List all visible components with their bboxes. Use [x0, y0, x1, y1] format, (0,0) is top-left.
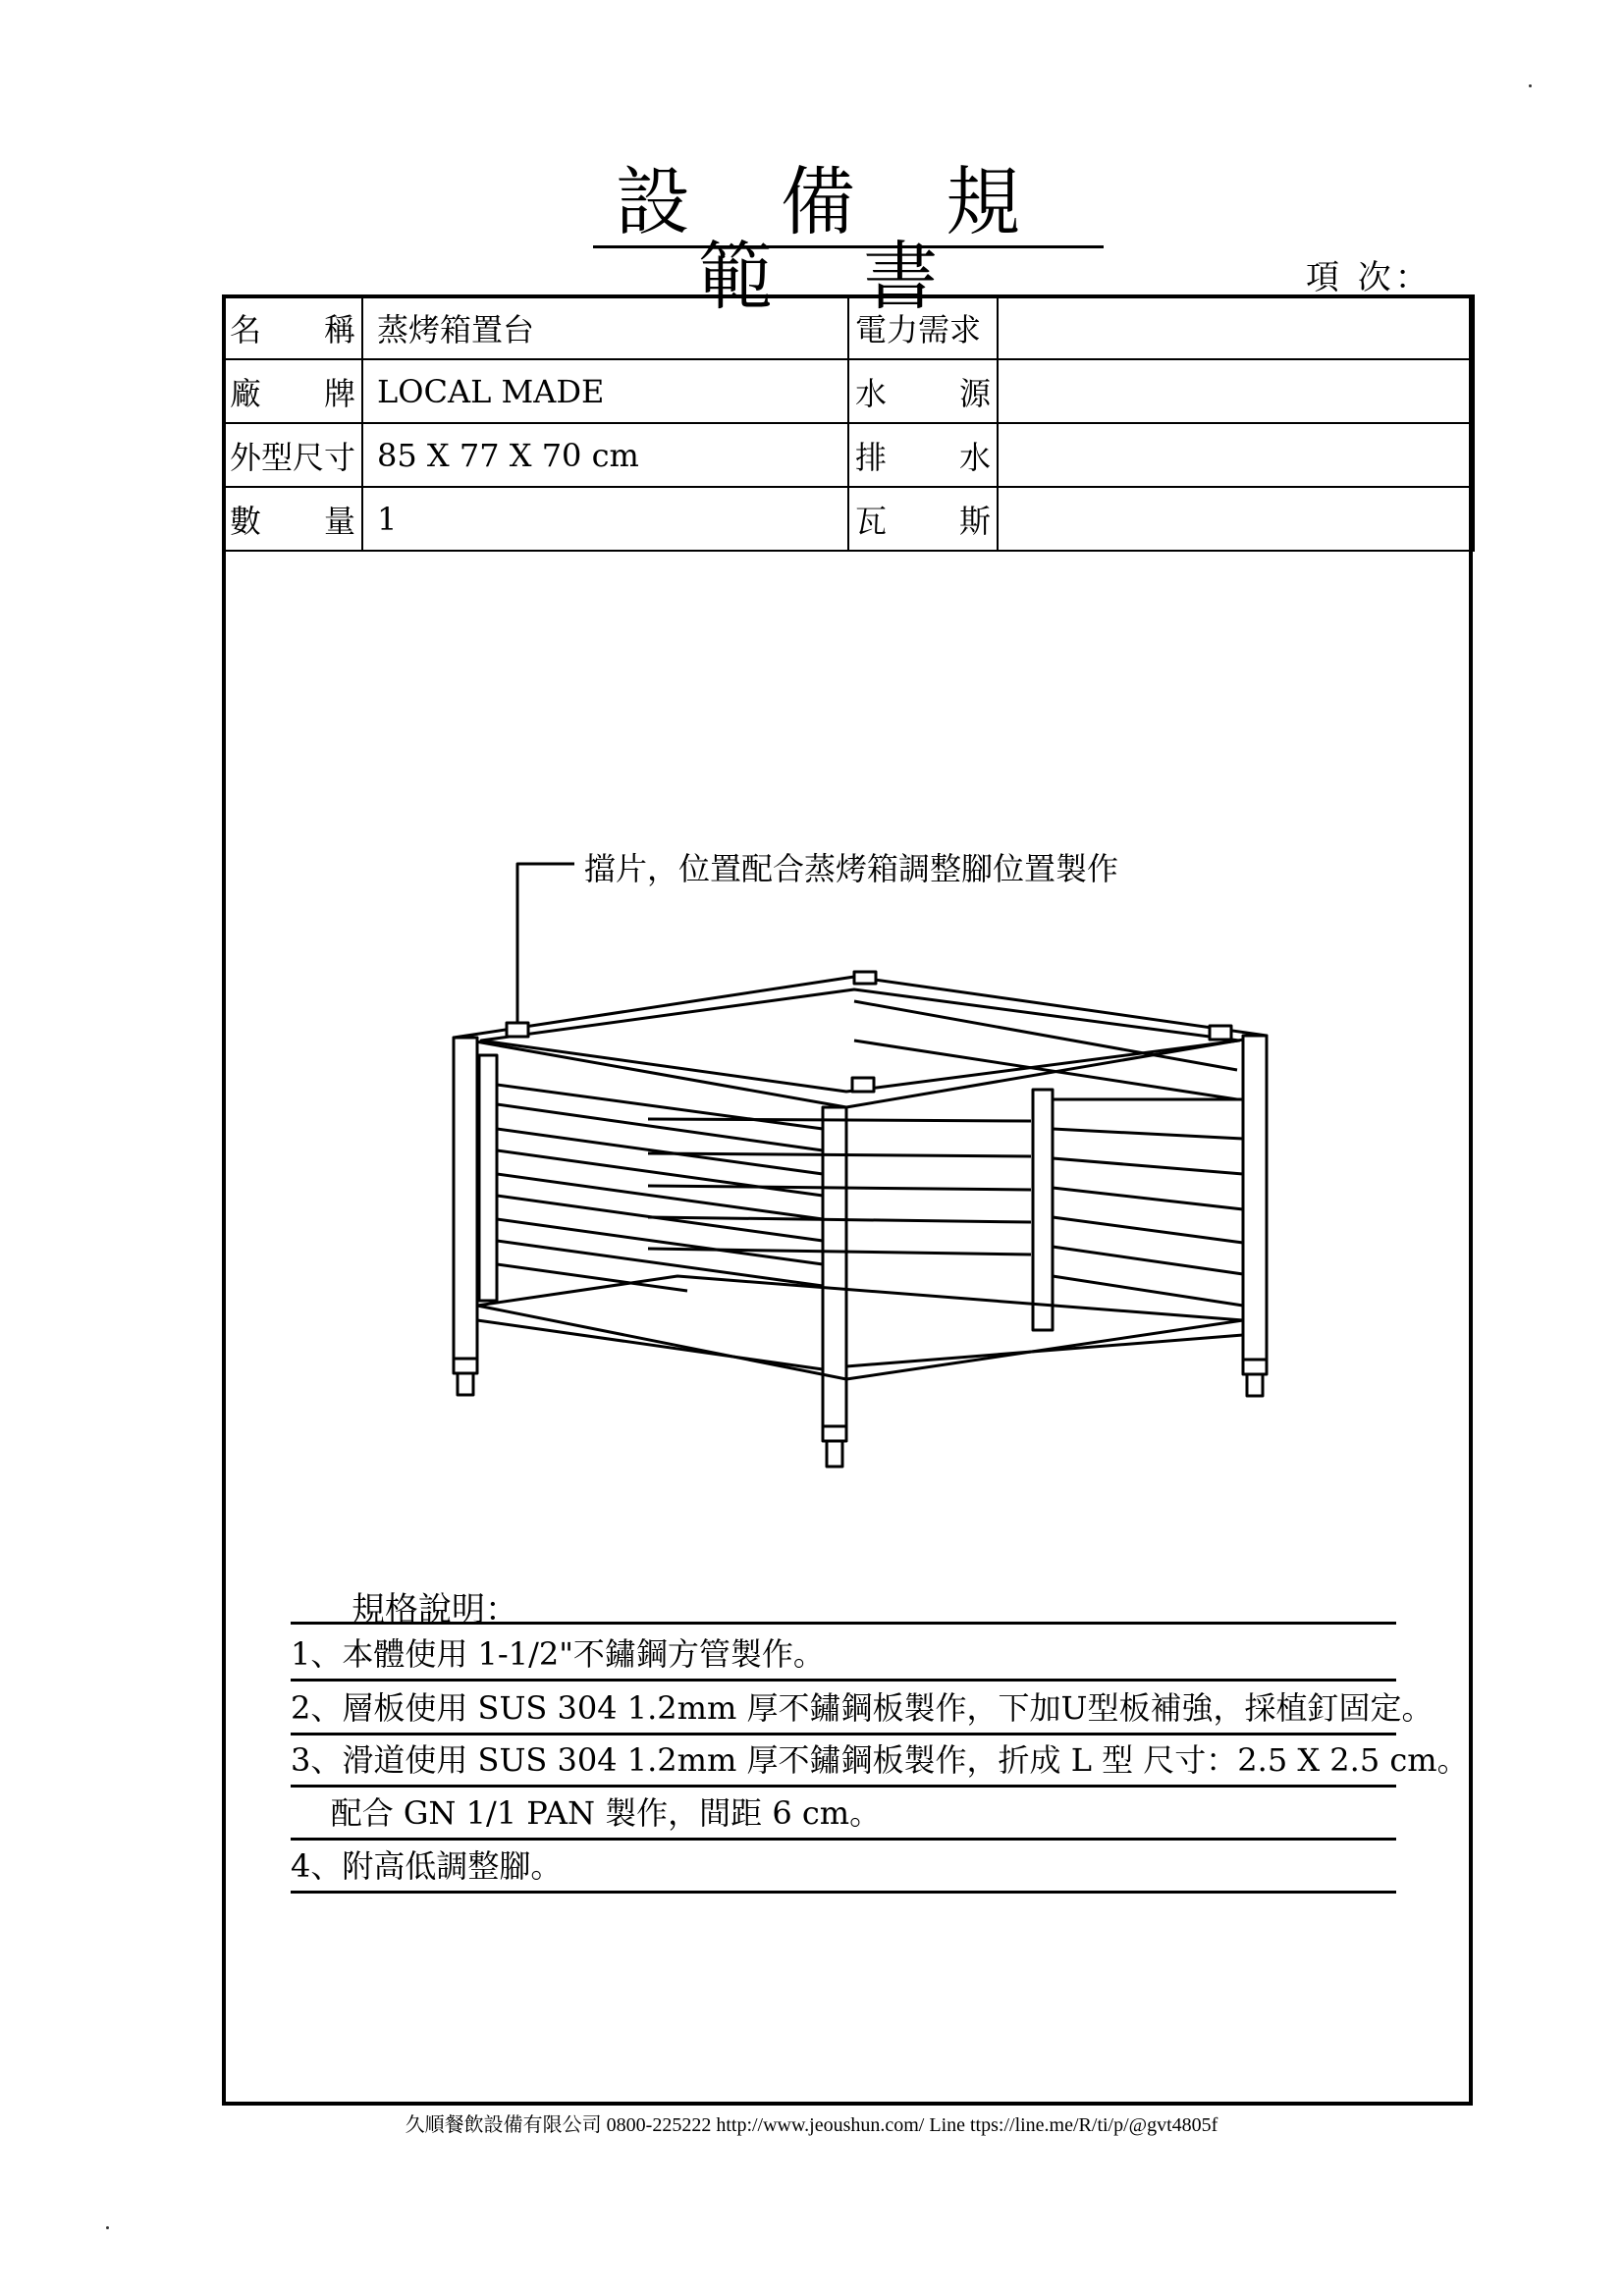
scan-speck: [1529, 84, 1532, 87]
label-brand-right: 牌: [323, 374, 355, 412]
value-water: [998, 359, 1474, 423]
drawing-callout: 擋片，位置配合蒸烤箱調整腳位置製作: [584, 850, 1119, 887]
spec-line-3: 3、滑道使用 SUS 304 1.2mm 厚不鏽鋼板製作，折成 L 型 尺寸：2.5 X 2.5 cm。: [291, 1735, 1396, 1788]
post: [823, 1107, 846, 1441]
spec-info-table: [222, 294, 1475, 552]
label-dimensions: 外型尺寸: [230, 438, 356, 476]
table-row: [223, 295, 1474, 359]
spec-line-4: 4、附高低調整腳。: [291, 1842, 1396, 1894]
label-drain-right: 水: [958, 438, 991, 476]
label-water-left: 水: [855, 374, 888, 412]
value-gas: [998, 487, 1474, 551]
specs-heading-rule: [291, 1600, 1396, 1625]
stand-drawing: [222, 825, 1302, 1492]
company-footer: 久順餐飲設備有限公司 0800-225222 http://www.jeoushun.com/ Line ttps://line.me/R/ti/p/@gvt4805f: [405, 2114, 1218, 2136]
value-drain: [998, 423, 1474, 487]
foot: [827, 1441, 842, 1467]
label-quantity-right: 量: [323, 502, 355, 540]
document-title: 設 備 規 範 書: [615, 158, 1055, 320]
item-number-label: 項 次：: [1306, 258, 1433, 297]
value-name: 蒸烤箱置台: [362, 295, 848, 359]
table-row: [223, 423, 1474, 487]
title-underline: [593, 245, 1104, 248]
label-water-right: 源: [958, 374, 991, 412]
label-gas-left: 瓦: [855, 502, 888, 540]
foot: [1247, 1374, 1263, 1396]
stop-plate: [1210, 1026, 1231, 1040]
stop-plate: [852, 1078, 874, 1092]
specs-heading: 規格說明：: [352, 1590, 518, 1629]
label-gas-right: 斯: [958, 502, 991, 540]
value-power: [998, 295, 1474, 359]
post: [1243, 1036, 1267, 1374]
spec-line-1: 1、本體使用 1-1/2"不鏽鋼方管製作。: [291, 1629, 1396, 1682]
stop-plate: [507, 1023, 528, 1037]
post: [1033, 1090, 1053, 1330]
spec-line-2: 2、層板使用 SUS 304 1.2mm 厚不鏽鋼板製作，下加U型板補強，採植釘固定。: [291, 1683, 1396, 1735]
label-drain-left: 排: [855, 438, 888, 476]
table-row: [223, 359, 1474, 423]
value-dimensions: 85 X 77 X 70 cm: [362, 423, 848, 487]
label-name-left: 名: [230, 310, 262, 348]
table-row: [223, 487, 1474, 551]
foot: [458, 1373, 473, 1395]
bottom-shelf: [477, 1276, 1243, 1379]
right-side-slats: [1053, 1099, 1243, 1306]
post: [454, 1038, 477, 1373]
stop-plate: [854, 972, 876, 984]
scan-speck: [106, 2226, 109, 2229]
post: [479, 1055, 497, 1301]
label-power: 電力需求: [855, 310, 982, 348]
value-quantity: 1: [362, 487, 848, 551]
label-quantity-left: 數: [230, 502, 262, 540]
label-name-right: 稱: [323, 310, 355, 348]
label-brand-left: 廠: [230, 374, 262, 412]
value-brand: LOCAL MADE: [362, 359, 848, 423]
spec-line-3-cont: 配合 GN 1/1 PAN 製作，間距 6 cm。: [291, 1789, 1396, 1841]
callout-leader: [517, 864, 574, 1026]
